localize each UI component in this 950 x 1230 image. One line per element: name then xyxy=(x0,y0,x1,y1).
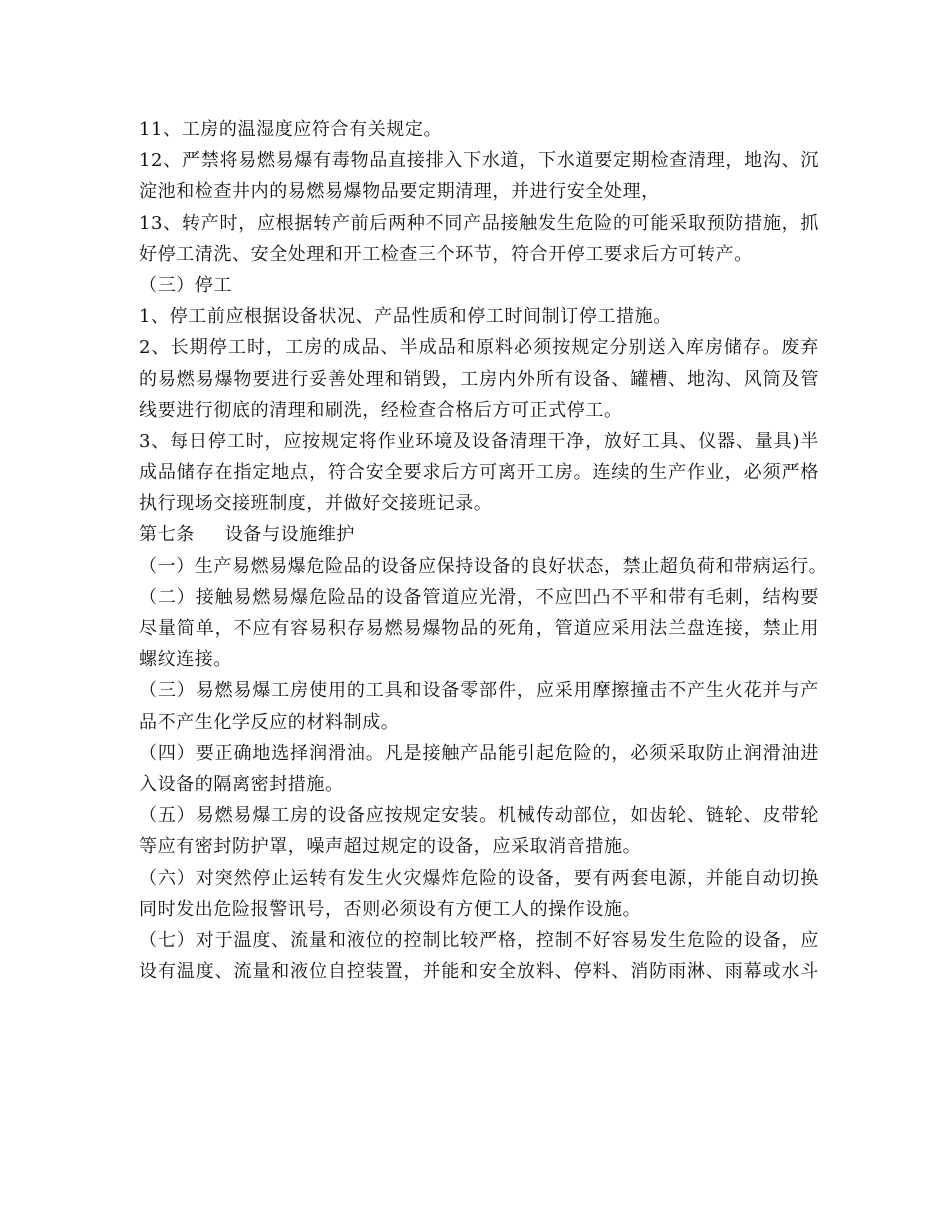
text-line: 的易燃易爆物要进行妥善处理和销毁，工房内外所有设备、罐槽、地沟、风筒及管 xyxy=(139,368,819,390)
text-line: 线要进行彻底的清理和刷洗，经检查合格后方可正式停工。 xyxy=(139,399,623,421)
text-line: 淀池和检查井内的易燃易爆物品要定期清理，并进行安全处理， xyxy=(139,181,660,203)
text-line: 好停工清洗、安全处理和开工检查三个环节，符合开停工要求后方可转产。 xyxy=(139,243,753,265)
text-line: 2、长期停工时，工房的成品、半成品和原料必须按规定分别送入库房储存。废弃 xyxy=(139,337,819,359)
text-line: （五）易燃易爆工房的设备应按规定安装。机械传动部位，如齿轮、链轮、皮带轮 xyxy=(139,805,819,827)
text-line: 尽量简单，不应有容易积存易燃易爆物品的死角，管道应采用法兰盘连接，禁止用 xyxy=(139,618,819,639)
text-line: （六）对突然停止运转有发生火灾爆炸危险的设备，要有两套电源，并能自动切换 xyxy=(139,867,819,889)
text-line: （一）生产易燃易爆危险品的设备应保持设备的良好状态，禁止超负荷和带病运行。 xyxy=(139,555,828,577)
text-line: （七）对于温度、流量和液位的控制比较严格，控制不好容易发生危险的设备，应 xyxy=(139,929,819,951)
article-title: 设备与设施维护 xyxy=(224,524,356,546)
text-line: 3、每日停工时，应按规定将作业环境及设备清理干净，放好工具、仪器、量具)半 xyxy=(139,430,819,452)
text-line: （四）要正确地选择润滑油。凡是接触产品能引起危险的，必须采取防止润滑油进 xyxy=(139,742,819,764)
text-line: （三）易燃易爆工房使用的工具和设备零部件，应采用摩擦撞击不产生火花并与产 xyxy=(139,680,819,702)
text-line: 入设备的隔离密封措施。 xyxy=(139,773,344,795)
text-line: 设有温度、流量和液位自控装置，并能和安全放料、停料、消防雨淋、雨幕或水斗 xyxy=(139,961,819,983)
text-line: （二）接触易燃易爆危险品的设备管道应光滑，不应凹凸不平和带有毛刺，结构要 xyxy=(139,586,819,608)
text-line: 品不产生化学反应的材料制成。 xyxy=(139,711,400,733)
article-number: 第七条 xyxy=(139,524,195,546)
text-line: 1、停工前应根据设备状况、产品性质和停工时间制订停工措施。 xyxy=(139,306,672,328)
text-line: 12、严禁将易燃易爆有毒物品直接排入下水道，下水道要定期检查清理，地沟、沉 xyxy=(139,150,819,172)
text-line: 成品储存在指定地点，符合安全要求后方可离开工房。连续的生产作业，必须严格 xyxy=(139,462,819,484)
section-heading: （三）停工 xyxy=(139,274,232,296)
text-line: 螺纹连接。 xyxy=(139,649,232,671)
text-line: 13、转产时，应根据转产前后两种不同产品接触发生危险的可能采取预防措施，抓 xyxy=(139,212,819,234)
text-line: 同时发出危险报警讯号，否则必须设有方便工人的操作设施。 xyxy=(139,898,642,920)
document-body xyxy=(139,114,828,987)
text-line: 执行现场交接班制度，并做好交接班记录。 xyxy=(139,493,493,515)
text-line: 等应有密封防护罩，噪声超过规定的设备，应采取消音措施。 xyxy=(139,836,642,858)
article-heading xyxy=(139,519,819,550)
text-line: 11、工房的温湿度应符合有关规定。 xyxy=(139,119,443,140)
